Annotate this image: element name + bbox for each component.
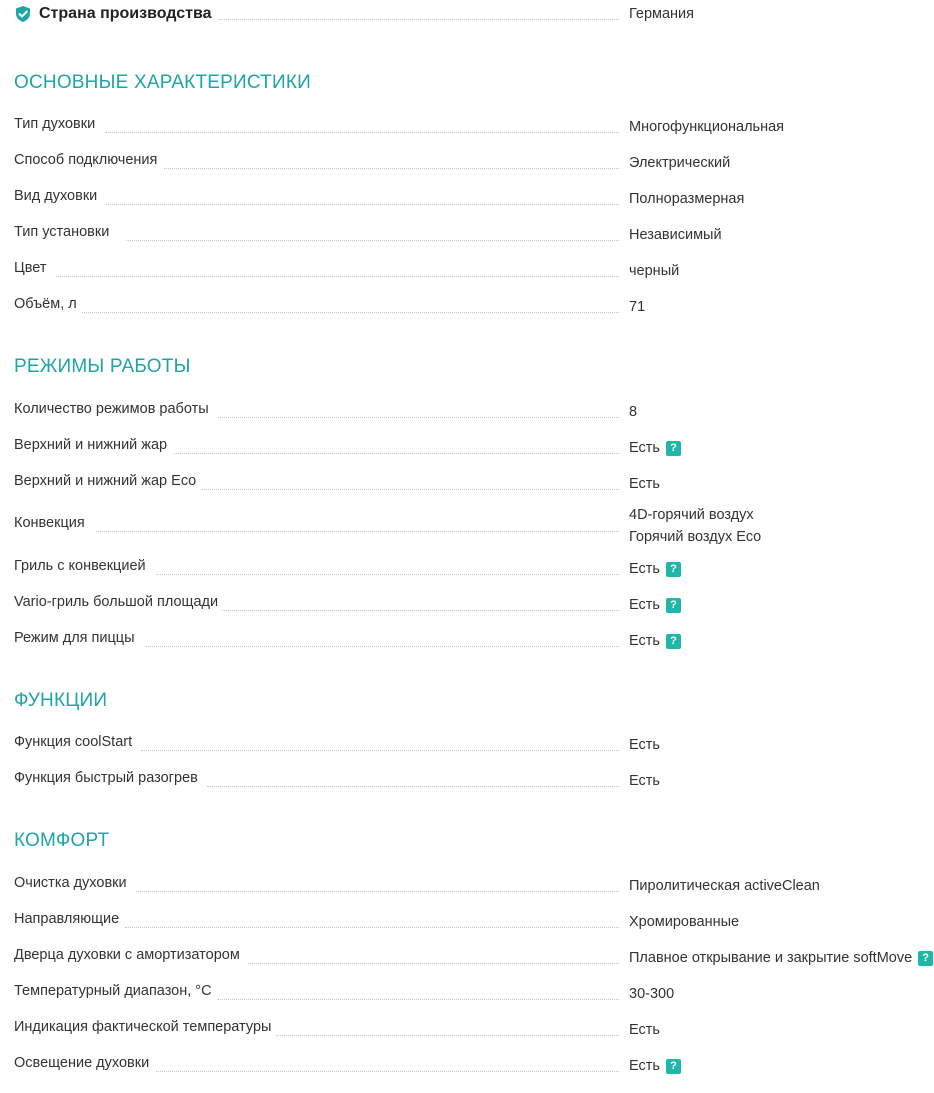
spec-name: Индикация фактической температуры: [14, 1019, 272, 1035]
spec-name: Количество режимов работы: [14, 401, 209, 417]
dotted-leader: [156, 1071, 619, 1072]
spec-value-with-help: [629, 437, 681, 459]
dotted-leader: [96, 531, 619, 532]
dotted-leader: [126, 240, 619, 241]
spec-value: черный: [629, 263, 680, 279]
dotted-leader: [174, 453, 619, 454]
spec-value: Есть: [629, 1058, 660, 1074]
section-title-main: ОСНОВНЫЕ ХАРАКТЕРИСТИКИ: [14, 72, 311, 93]
spec-name: Направляющие: [14, 911, 120, 927]
spec-value-with-help: [629, 594, 681, 616]
spec-name: Тип духовки: [14, 116, 96, 132]
question-icon[interactable]: ?: [666, 634, 681, 649]
spec-value: Есть: [629, 773, 660, 789]
dotted-leader: [276, 1035, 619, 1036]
spec-name: Верхний и нижний жар Eco: [14, 473, 197, 489]
country-value: Германия: [629, 6, 695, 22]
spec-value: Есть: [629, 597, 660, 613]
country-value-row: [14, 3, 934, 25]
dotted-leader: [164, 168, 619, 169]
question-icon[interactable]: ?: [918, 951, 933, 966]
spec-name: Вид духовки: [14, 188, 98, 204]
dotted-leader: [136, 891, 619, 892]
spec-value: Есть: [629, 633, 660, 649]
spec-name: Очистка духовки: [14, 875, 127, 891]
spec-value: Хромированные: [629, 914, 740, 930]
spec-value: 30-300: [629, 986, 675, 1002]
section-title-functions: ФУНКЦИИ: [14, 690, 108, 711]
spec-name: Цвет: [14, 260, 47, 276]
dotted-leader: [201, 489, 619, 490]
question-icon[interactable]: ?: [666, 1059, 681, 1074]
spec-value: Есть: [629, 561, 660, 577]
spec-name: Конвекция: [14, 515, 85, 531]
spec-value: 71: [629, 299, 646, 315]
dotted-leader: [106, 204, 619, 205]
spec-value: Электрический: [629, 155, 731, 171]
spec-name: Способ подключения: [14, 152, 158, 168]
spec-name: Гриль с конвекцией: [14, 558, 146, 574]
dotted-leader: [217, 999, 619, 1000]
spec-name: Vario-гриль большой площади: [14, 594, 219, 610]
spec-name: Верхний и нижний жар: [14, 437, 168, 453]
dotted-leader: [125, 927, 619, 928]
spec-value-with-help: [629, 558, 681, 580]
spec-value-line-1: 4D-горячий воздух: [629, 507, 754, 523]
spec-name: Температурный диапазон, °С: [14, 983, 212, 999]
dotted-leader: [222, 610, 619, 611]
spec-value: Независимый: [629, 227, 722, 243]
spec-value-line-2: Горячий воздух Eco: [629, 529, 762, 545]
spec-value: Есть: [629, 476, 660, 492]
dotted-leader: [218, 417, 619, 418]
spec-value: Есть: [629, 1022, 660, 1038]
spec-name: Функция coolStart: [14, 734, 133, 750]
dotted-leader: [156, 574, 619, 575]
dotted-leader: [207, 786, 619, 787]
dotted-leader: [82, 312, 619, 313]
spec-name: Дверца духовки с амортизатором: [14, 947, 240, 963]
spec-name: Функция быстрый разогрев: [14, 770, 198, 786]
spec-value: Есть: [629, 440, 660, 456]
dotted-leader: [248, 963, 619, 964]
spec-name: Тип установки: [14, 224, 110, 240]
spec-value-with-help: [629, 1055, 681, 1077]
spec-row: [14, 504, 934, 548]
spec-value: Пиролитическая activeClean: [629, 878, 820, 894]
spec-value: Есть: [629, 737, 660, 753]
dotted-leader: [105, 132, 619, 133]
country-label: Страна производства: [39, 5, 212, 22]
section-title-modes: РЕЖИМЫ РАБОТЫ: [14, 356, 191, 377]
spec-value: Плавное открывание и закрытие softMove: [629, 950, 913, 966]
spec-value: 8: [629, 404, 638, 420]
spec-name: Режим для пиццы: [14, 630, 135, 646]
question-icon[interactable]: ?: [666, 598, 681, 613]
dotted-leader: [56, 276, 619, 277]
spec-value-with-help: [629, 947, 933, 969]
dotted-leader: [141, 750, 619, 751]
section-title-comfort: КОМФОРТ: [14, 830, 110, 851]
spec-value-with-help: [629, 630, 681, 652]
dotted-leader: [145, 646, 619, 647]
spec-value: Полноразмерная: [629, 191, 745, 207]
spec-name: Освещение духовки: [14, 1055, 150, 1071]
spec-name: Объём, л: [14, 296, 77, 312]
question-icon[interactable]: ?: [666, 441, 681, 456]
question-icon[interactable]: ?: [666, 562, 681, 577]
spec-value: Многофункциональная: [629, 119, 785, 135]
